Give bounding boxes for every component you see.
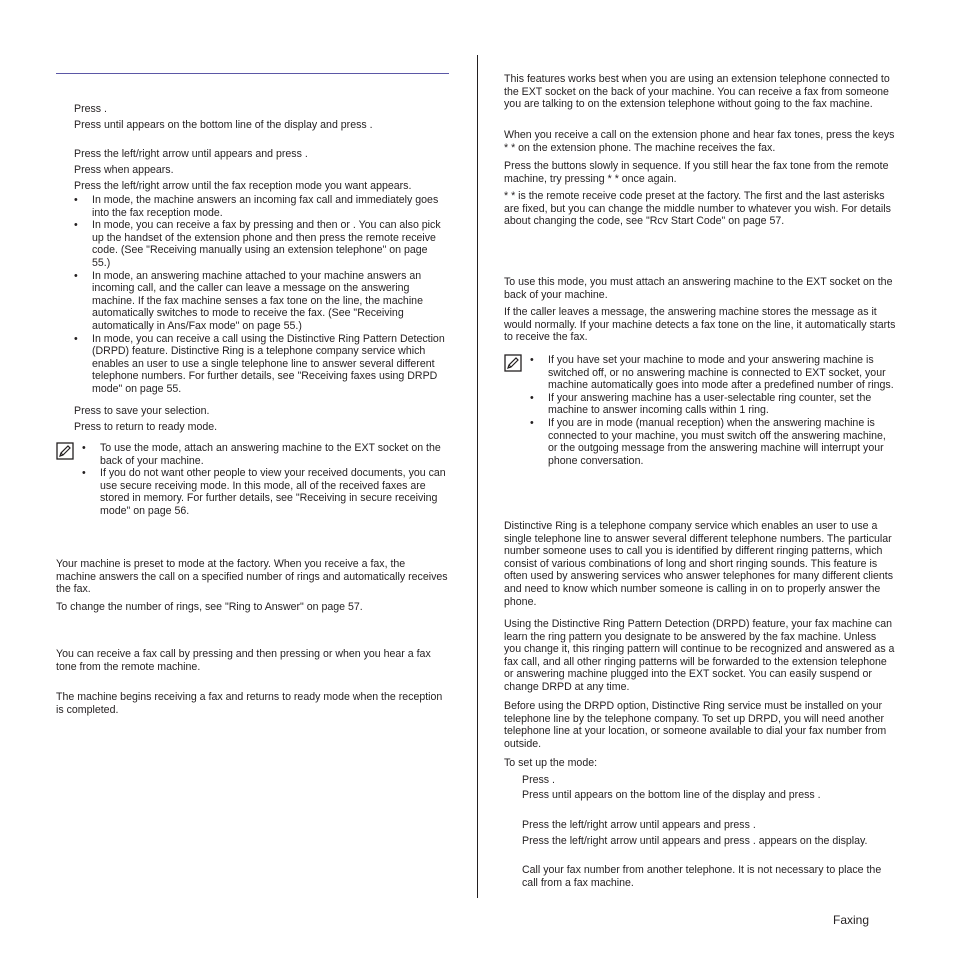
manual-complete-paragraph: The machine begins receiving a fax and returns to ready mode when the reception is completed. — [56, 691, 443, 716]
drpd-step-2: Press until appears on the bottom line of the display and press . — [522, 789, 821, 801]
extension-retry-paragraph: Press the buttons slowly in sequence. If you still hear the fax tone from the remote machine, try pressing * * once again. — [504, 160, 889, 185]
note-item: • If your answering machine has a user-selectable ring counter, set the machine to answer incoming calls within 1 ring. — [530, 392, 894, 417]
drpd-install-paragraph: Before using the DRPD option, Distinctive Ring service must be installed on your telephone line by the telephone company. To set up DRPD, you will need another telephone line at your location, or someone available to dial your fax number from outside. — [504, 700, 887, 750]
step-3: Press the left/right arrow until appears and press . — [74, 148, 308, 160]
note-item: • To use the mode, attach an answering machine to the EXT socket on the back of your machine. — [82, 442, 446, 467]
remote-code-paragraph: * * is the remote receive code preset at the factory. The first and the last asterisks are fixed, but you can change the middle number to whatever you wish. For details about changing the code, see "Rcv Start Code" on page 57. — [504, 190, 891, 228]
column-divider — [477, 55, 478, 898]
fax-mode-paragraph: Your machine is preset to mode at the factory. When you receive a fax, the machine answers the call on a specified number of rings and automatically receives the fax. — [56, 558, 448, 596]
mode-item: • In mode, you can receive a fax by pressing and then or . You can also pick up the handset of the extension phone and then press the remote receive code. (See "Receiving manually using an extension telephone" on page 55.) — [74, 219, 448, 269]
step-5: Press the left/right arrow until the fax reception mode you want appears. — [74, 180, 412, 192]
ansfax-message-paragraph: If the caller leaves a message, the answering machine stores the message as it would normally. If your machine detects a fax tone on the line, it automatically starts to receive the fax. — [504, 306, 896, 344]
drpd-step-4: Press the left/right arrow until appears and press . appears on the display. — [522, 835, 868, 847]
note-pencil-icon — [504, 354, 522, 372]
note-list — [530, 354, 894, 467]
step-4: Press when appears. — [74, 164, 174, 176]
extension-paragraph: This features works best when you are using an extension telephone connected to the EXT socket on the back of your machine. You can receive a fax from someone you are talking to on the extension telephone without going to the fax machine. — [504, 73, 890, 111]
section-rule — [56, 73, 449, 74]
drpd-paragraph: Distinctive Ring is a telephone company service which enables an user to use a single telephone line to answer several different telephone numbers. The particular number someone uses to call you is identified by different ringing patterns, which consist of various combinations of long and short ringing sounds. This feature is often used by answering services who answer telephones for many different clients and need to know which number someone is calling in on to properly answer the phone. — [504, 520, 894, 608]
drpd-step-1: Press . — [522, 774, 555, 786]
drpd-pattern-paragraph: Using the Distinctive Ring Pattern Detection (DRPD) feature, your fax machine can learn the ring pattern you designate to be answered by the fax machine. Unless you change it, this ringing pattern will continue to be recognized and answered as a fax call, and all other ringing patterns will be forwarded to the extension telephone or answering machine plugged into the EXT socket. You can easily suspend or change DRPD at any time. — [504, 618, 895, 693]
note-item: • If you do not want other people to view your received documents, you can use secure receiving mode. In this mode, all of the received faxes are stored in memory. For further details, see "Receiving in secure receiving mode" on page 56. — [82, 467, 446, 517]
manual-paragraph: You can receive a fax call by pressing and then pressing or when you hear a fax tone from the remote machine. — [56, 648, 431, 673]
footer-section-label: Faxing — [833, 913, 870, 927]
step-6: Press to save your selection. — [74, 405, 210, 417]
step-1: Press . — [74, 103, 107, 115]
step-7: Press to return to ready mode. — [74, 421, 218, 433]
extension-keys-paragraph: When you receive a call on the extension phone and hear fax tones, press the keys * * on the extension phone. The machine receives the fax. — [504, 129, 895, 154]
drpd-step-5: Call your fax number from another telephone. It is not necessary to place the call from a fax machine. — [522, 864, 882, 889]
mode-list — [74, 194, 448, 396]
note-item: • If you have set your machine to mode and your answering machine is switched off, or no answering machine is connected to EXT socket, your machine automatically goes into mode after a predefined number of rings. — [530, 354, 894, 392]
mode-item: • In mode, you can receive a call using the Distinctive Ring Pattern Detection (DRPD) feature. Distinctive Ring is a telephone company service which enables an user to use a single telephone line to answer several different telephone numbers. For further details, see "Receiving faxes using DRPD mode" on page 55. — [74, 333, 448, 396]
ring-paragraph: To change the number of rings, see "Ring to Answer" on page 57. — [56, 601, 363, 613]
drpd-setup-intro: To set up the mode: — [504, 757, 598, 769]
note-pencil-icon — [56, 442, 74, 460]
ansfax-paragraph: To use this mode, you must attach an answering machine to the EXT socket on the back of your machine. — [504, 276, 893, 301]
note-item: • If you are in mode (manual reception) when the answering machine is connected to your machine, you must switch off the answering machine, or the outgoing message from the answering machine will interrupt your phone conversation. — [530, 417, 894, 467]
step-2: Press until appears on the bottom line of the display and press . — [74, 119, 373, 131]
mode-item: • In mode, the machine answers an incoming fax call and immediately goes into the fax reception mode. — [74, 194, 448, 219]
mode-item: • In mode, an answering machine attached to your machine answers an incoming call, and the caller can leave a message on the answering machine. If the fax machine senses a fax tone on the line, the machine automatically switches to mode to receive the fax. (See "Receiving automatically in Ans/Fax mode" on page 55.) — [74, 270, 448, 333]
drpd-step-3: Press the left/right arrow until appears and press . — [522, 819, 756, 831]
note-list — [82, 442, 446, 518]
